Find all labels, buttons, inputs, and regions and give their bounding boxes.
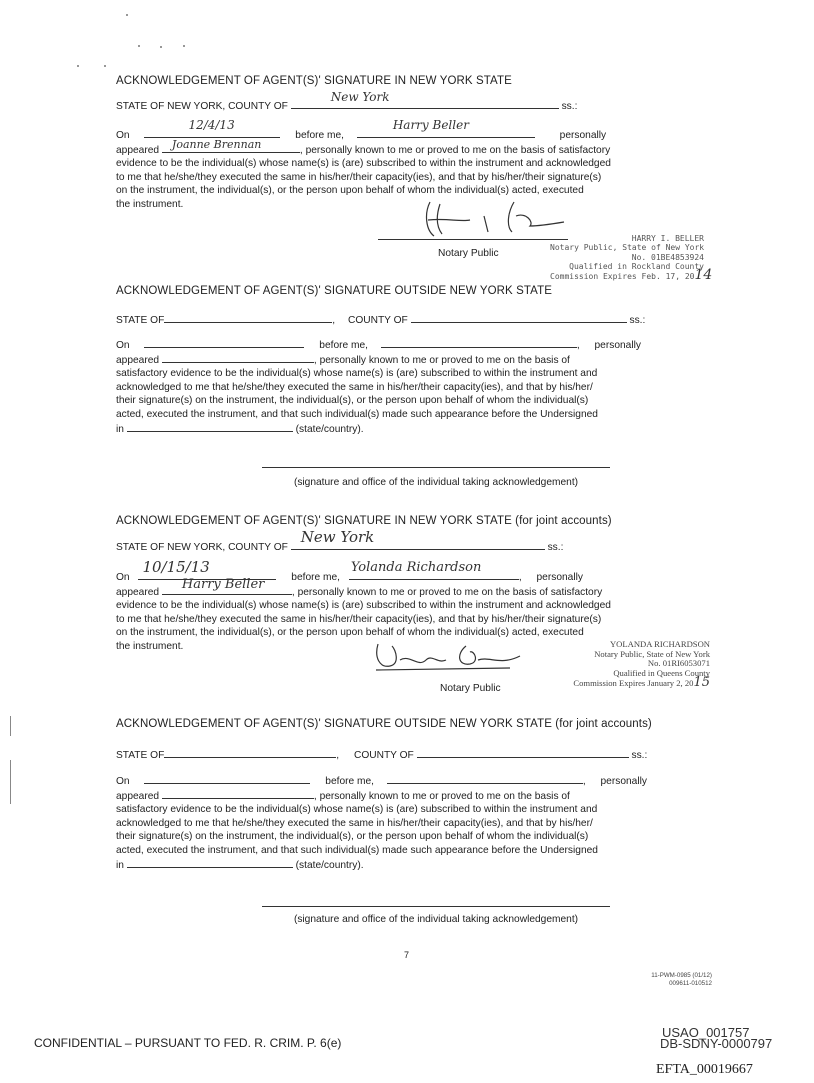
- paragraph-text: on the instrument, the individual(s), or the person upon behalf of whom the individual(s) acted, executed: [116, 185, 584, 197]
- date-handwritten: 12/4/13: [188, 118, 235, 132]
- form-code: [580, 972, 712, 988]
- state-label: STATE OF NEW YORK, COUNTY OF: [116, 101, 288, 112]
- section2-on-line: On before me, , personally: [116, 336, 641, 351]
- before-me-label: before me,: [291, 572, 340, 583]
- signature-line: [262, 906, 610, 907]
- paragraph-text: the instrument.: [116, 640, 184, 652]
- stamp-year-handwritten: 14: [694, 267, 713, 284]
- before-me-label: before me,: [325, 776, 374, 787]
- county-field[interactable]: [291, 90, 559, 109]
- paragraph-text: satisfactory evidence to be the individual(s) whose name(s) is (are) subscribed to within the instrument and: [116, 804, 598, 816]
- paragraph-text: evidence to be the individual(s) whose name(s) is (are) subscribed to within the instrument and acknowledged: [116, 158, 611, 170]
- state-country-label: (state/country).: [295, 860, 364, 872]
- date-field[interactable]: [144, 336, 304, 348]
- appeared-field[interactable]: [162, 788, 314, 799]
- in-label: in: [116, 860, 124, 872]
- paragraph-text: acted, executed the instrument, and that such individual(s) made such appearance before the Undersigned: [116, 844, 598, 856]
- paragraph-text: the instrument.: [116, 198, 184, 210]
- signature-caption: (signature and office of the individual taking acknowledgement): [293, 477, 579, 488]
- notary-name-handwritten: Yolanda Richardson: [350, 560, 482, 575]
- notary-public-label: Notary Public: [440, 683, 501, 694]
- before-me-label: before me,: [319, 340, 368, 351]
- paragraph-text: their signature(s) on the instrument, the individual(s), or the person upon behalf of whom the individual(s): [116, 831, 589, 843]
- stamp-line: YOLANDA RICHARDSON: [609, 639, 710, 649]
- personally-label: personally: [559, 130, 607, 141]
- state-field[interactable]: [164, 311, 332, 323]
- section4-title: ACKNOWLEDGEMENT OF AGENT(S)' SIGNATURE OUTSIDE NEW YORK STATE (for joint accounts): [116, 718, 652, 730]
- section4-on-line: On before me, , personally: [116, 772, 647, 787]
- paragraph-text: on the instrument, the individual(s), or the person upon behalf of whom the individual(s) acted, executed: [116, 627, 584, 639]
- notary-stamp-2: [530, 640, 710, 689]
- county-handwritten: New York: [330, 90, 390, 104]
- appeared-field[interactable]: [162, 577, 292, 595]
- state-label: STATE OF NEW YORK, COUNTY OF: [116, 542, 288, 553]
- signature-line: [262, 467, 610, 468]
- county-field[interactable]: [417, 746, 629, 758]
- appeared-label: appeared: [116, 355, 160, 366]
- ss-label: ss.:: [561, 101, 578, 112]
- notary-signature-2: [370, 638, 530, 674]
- notary-name-field[interactable]: [381, 336, 577, 348]
- bates-number-db: DB-SDNY-0000797: [660, 1036, 773, 1051]
- county-field[interactable]: [411, 311, 627, 323]
- notary-signature-line: [378, 239, 568, 240]
- paragraph-text: acknowledged to me that he/she/they executed the same in his/her/their capacity(ies), and that by his/her/: [116, 381, 593, 393]
- section3-state-line: [116, 528, 564, 553]
- appeared-field[interactable]: [162, 138, 300, 153]
- scan-speck: [183, 45, 185, 47]
- in-label: in: [116, 424, 124, 436]
- scan-speck: [160, 46, 162, 48]
- section4-paragraph: [116, 788, 598, 872]
- notary-name-field[interactable]: [349, 560, 519, 580]
- stamp-line: Qualified in Rockland County: [569, 261, 704, 271]
- state-country-field[interactable]: [127, 857, 293, 868]
- before-me-label: before me,: [295, 130, 344, 141]
- scan-speck: [138, 45, 140, 47]
- ss-label: ss.:: [631, 750, 648, 761]
- paragraph-text: , personally known to me or proved to me on the basis of satisfactory: [291, 587, 603, 598]
- section2-title: ACKNOWLEDGEMENT OF AGENT(S)' SIGNATURE OUTSIDE NEW YORK STATE: [116, 285, 552, 297]
- section3-title: ACKNOWLEDGEMENT OF AGENT(S)' SIGNATURE IN NEW YORK STATE (for joint accounts): [116, 515, 612, 527]
- paragraph-text: their signature(s) on the instrument, the individual(s), or the person upon behalf of whom the individual(s): [116, 395, 589, 407]
- paragraph-text: to me that he/she/they executed the same in his/her/their capacity(ies), and that by his/her/their signature(s): [116, 613, 602, 625]
- state-country-label: (state/country).: [295, 424, 364, 436]
- paragraph-text: , personally known to me or proved to me on the basis of: [313, 355, 570, 366]
- signature-caption: (signature and office of the individual taking acknowledgement): [293, 914, 579, 925]
- notary-name-handwritten: Harry Beller: [392, 118, 469, 132]
- county-handwritten: New York: [300, 528, 375, 546]
- appeared-label: appeared: [116, 587, 160, 598]
- stamp-line: Qualified in Queens County: [613, 667, 710, 678]
- on-label: On: [116, 572, 130, 583]
- state-field[interactable]: [164, 746, 336, 758]
- appeared-field[interactable]: [162, 352, 314, 363]
- confidential-notice: CONFIDENTIAL – PURSUANT TO FED. R. CRIM. P. 6(e): [34, 1036, 342, 1050]
- stamp-line: Commission Expires January 2, 20: [573, 678, 694, 688]
- scan-speck: [126, 14, 128, 16]
- ss-label: ss.:: [629, 315, 646, 326]
- on-label: On: [116, 776, 130, 787]
- paragraph-text: , personally known to me or proved to me on the basis of satisfactory: [299, 145, 611, 156]
- section4-state-line: STATE OF , COUNTY OF ss.:: [116, 746, 647, 761]
- stamp-line: HARRY I. BELLER: [631, 234, 704, 243]
- personally-label: personally: [600, 776, 647, 787]
- efta-number: EFTA_00019667: [656, 1062, 753, 1077]
- paragraph-text: , personally known to me or proved to me on the basis of: [313, 791, 570, 802]
- appeared-label: appeared: [116, 791, 160, 802]
- section2-paragraph: [116, 352, 598, 436]
- date-field[interactable]: [144, 118, 280, 138]
- appeared-handwritten: Joanne Brennan: [171, 138, 262, 151]
- form-code-line: 11-PWM-0985 (01/12): [651, 972, 712, 979]
- notary-name-field[interactable]: [357, 118, 535, 138]
- notary-name-field[interactable]: [387, 772, 583, 784]
- scan-speck: [77, 65, 79, 67]
- county-label: COUNTY OF: [353, 750, 414, 761]
- date-field[interactable]: [144, 772, 310, 784]
- state-country-field[interactable]: [127, 421, 293, 432]
- personally-label: personally: [536, 572, 583, 583]
- ss-label: ss.:: [547, 542, 564, 553]
- scan-edge-mark: [10, 716, 11, 736]
- paragraph-text: to me that he/she/they executed the same in his/her/their capacity(ies), and that by his/her/their signature(s): [116, 171, 602, 183]
- appeared-label: appeared: [116, 145, 160, 156]
- stamp-line: Commission Expires Feb. 17, 20: [550, 272, 695, 282]
- paragraph-text: evidence to be the individual(s) whose name(s) is (are) subscribed to within the instrument and acknowledged: [116, 600, 611, 612]
- date-handwritten: 10/15/13: [142, 558, 210, 576]
- section1-state-line: [116, 90, 704, 112]
- notary-signature: [418, 196, 568, 240]
- section2-state-line: STATE OF , COUNTY OF ss.:: [116, 311, 645, 326]
- notary-stamp-1: [550, 234, 713, 284]
- paragraph-text: satisfactory evidence to be the individual(s) whose name(s) is (are) subscribed to within the instrument and: [116, 368, 598, 380]
- scan-speck: [104, 65, 106, 67]
- on-label: On: [116, 340, 130, 351]
- section1-title: ACKNOWLEDGEMENT OF AGENT(S)' SIGNATURE IN NEW YORK STATE: [116, 75, 512, 87]
- stamp-line: Notary Public, State of New York: [550, 243, 705, 253]
- county-field[interactable]: [291, 528, 545, 550]
- notary-public-label: Notary Public: [438, 248, 499, 259]
- stamp-line: No. 01RI6053071: [647, 658, 710, 668]
- form-code-line: 009611-010512: [669, 980, 712, 987]
- state-label: STATE OF: [116, 315, 165, 326]
- section3-on-line: On 10/15/13 before me, Yolanda Richardson , personally: [116, 558, 583, 583]
- stamp-year-handwritten: 15: [693, 675, 710, 690]
- paragraph-text: acknowledged to me that he/she/they executed the same in his/her/their capacity(ies), and that by his/her/: [116, 817, 593, 829]
- state-label: STATE OF: [116, 750, 165, 761]
- paragraph-text: acted, executed the instrument, and that such individual(s) made such appearance before the Undersigned: [116, 408, 598, 420]
- county-label: COUNTY OF: [347, 315, 408, 326]
- stamp-line: Notary Public, State of New York: [594, 648, 710, 659]
- appeared-handwritten: Harry Beller: [181, 577, 265, 592]
- page-number: 7: [404, 950, 410, 960]
- scan-edge-mark: [10, 760, 11, 804]
- on-label: On: [116, 130, 130, 141]
- personally-label: personally: [594, 340, 641, 351]
- bates-number-usao: USAO_001757: [662, 1025, 750, 1040]
- stamp-line: No. 01BE4853924: [631, 252, 704, 262]
